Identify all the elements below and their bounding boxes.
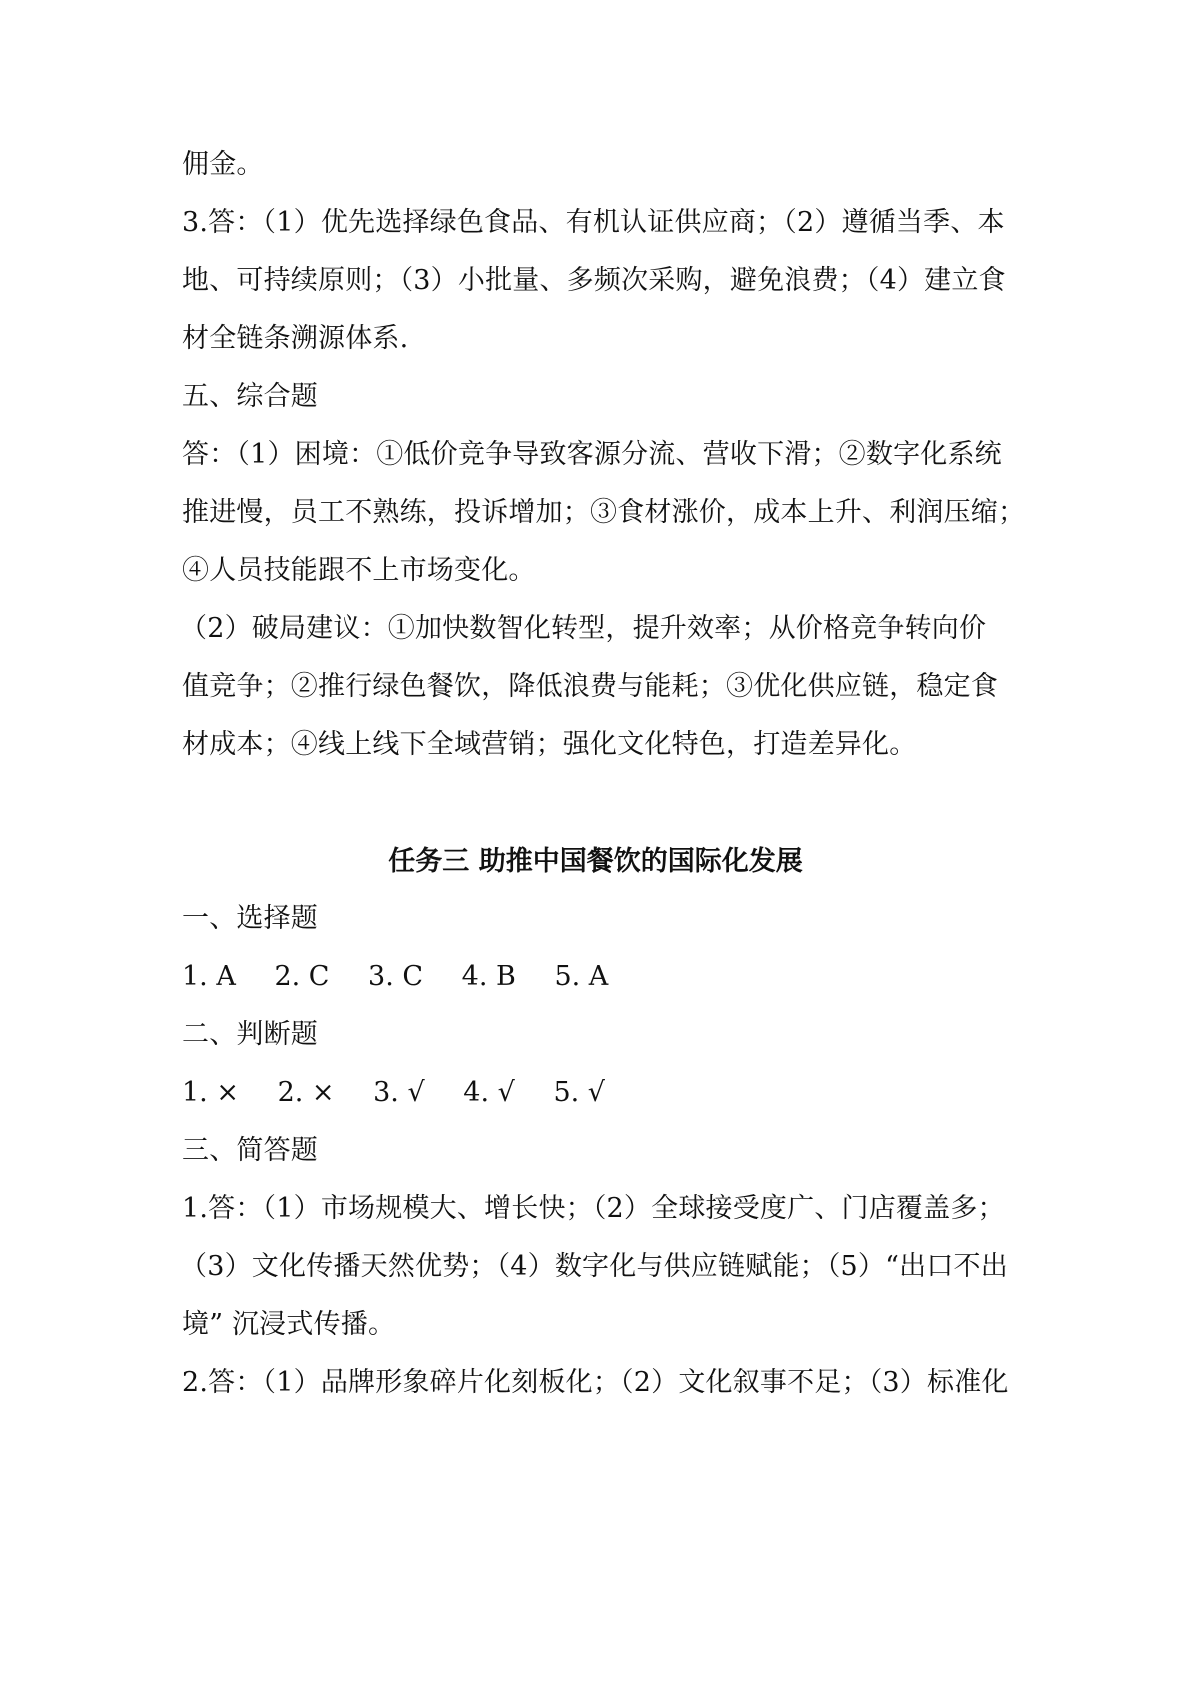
text-line: 答：（1）困境：①低价竞争导致客源分流、营收下滑；②数字化系统	[182, 439, 1002, 470]
answer-item: 5. A	[554, 961, 609, 992]
answer-item: 5. √	[553, 1077, 605, 1108]
answer-item: 1. A	[182, 961, 236, 992]
text-line: 1.答：（1）市场规模大、增长快；（2）全球接受度广、门店覆盖多；	[182, 1193, 1005, 1224]
text-line: （3）文化传播天然优势；（4）数字化与供应链赋能；（5）“出口不出	[180, 1251, 1008, 1282]
answer-item: 4. √	[463, 1077, 515, 1108]
section-heading: 五、综合题	[182, 381, 318, 412]
section-heading: 二、判断题	[182, 1019, 318, 1050]
choice-answers	[182, 959, 638, 995]
text-line: 境” 沉浸式传播。	[182, 1309, 396, 1340]
text-line: 材全链条溯源体系.	[182, 323, 409, 354]
section-heading: 一、选择题	[182, 903, 318, 934]
text-line: 2.答：（1）品牌形象碎片化刻板化；（2）文化叙事不足；（3）标准化	[182, 1367, 1009, 1398]
text-line: 材成本；④线上线下全域营销；强化文化特色，打造差异化。	[182, 729, 917, 760]
text-line: 佣金。	[182, 149, 264, 180]
text-line: 地、可持续原则；（3）小批量、多频次采购，避免浪费；（4）建立食	[182, 265, 1006, 296]
text-line: 值竞争；②推行绿色餐饮，降低浪费与能耗；③优化供应链，稳定食	[182, 671, 998, 702]
judge-answers	[182, 1075, 635, 1111]
section-heading: 三、简答题	[182, 1135, 318, 1166]
text-line: 推进慢，员工不熟练，投诉增加；③食材涨价，成本上升、利润压缩；	[182, 497, 1026, 528]
text-line: 3.答：（1）优先选择绿色食品、有机认证供应商；（2）遵循当季、本	[182, 207, 1005, 238]
answer-item: 3. C	[368, 961, 424, 992]
answer-item: 2. C	[274, 961, 330, 992]
text-line: ④人员技能跟不上市场变化。	[182, 555, 536, 586]
task-title: 任务三 助推中国餐饮的国际化发展	[388, 846, 803, 877]
text-line: （2）破局建议：①加快数智化转型，提升效率；从价格竞争转向价	[180, 613, 987, 644]
answer-item: 4. B	[461, 961, 516, 992]
answer-item: 3. √	[373, 1077, 425, 1108]
answer-item: 2. ×	[277, 1077, 335, 1108]
answer-item: 1. ×	[182, 1077, 239, 1108]
